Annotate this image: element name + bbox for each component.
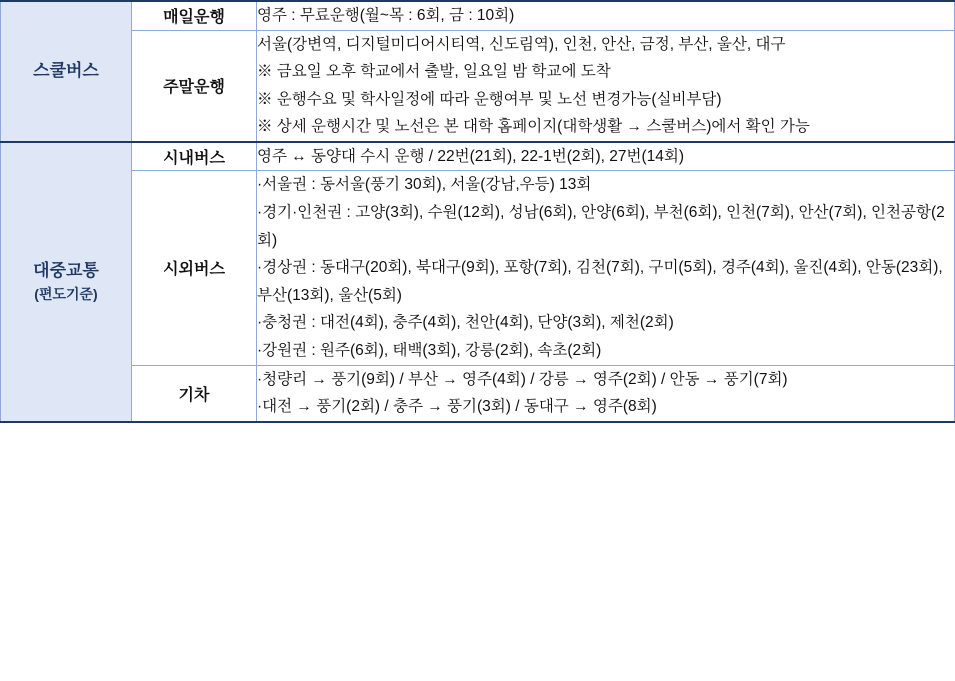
content-line: ·대전 → 풍기(2회) / 충주 → 풍기(3회) / 동대구 → 영주(8회) — [257, 398, 657, 416]
content-line: ·경기·인천권 : 고양(3회), 수원(12회), 성남(6회), 안양(6회), 부천(6회), 인천(7회), 안산(7회), 인천공항(2회) — [257, 204, 945, 249]
row-label-intercitybus: 시외버스 — [132, 171, 257, 365]
row-content-train — [257, 365, 955, 422]
row-label-citybus: 시내버스 — [132, 142, 257, 171]
row-label-train: 기차 — [132, 365, 257, 422]
category-cell-public-transport — [1, 142, 132, 422]
content-line: ※ 금요일 오후 학교에서 출발, 일요일 밤 학교에 도착 — [257, 63, 611, 81]
content-line: 서울(강변역, 디지털미디어시티역, 신도림역), 인천, 안산, 금정, 부산, 울산, 대구 — [257, 35, 786, 53]
content-line: ·강원권 : 원주(6회), 태백(3회), 강릉(2회), 속초(2회) — [257, 341, 602, 359]
content-line: 영주 : 무료운행(월~목 : 6회, 금 : 10회) — [257, 7, 515, 24]
content-line: ·서울권 : 동서울(풍기 30회), 서울(강남,우등) 13회 — [257, 176, 592, 194]
table-row — [1, 365, 955, 422]
content-line: ※ 운행수요 및 학사일정에 따라 운행여부 및 노선 변경가능(실비부담) — [257, 90, 722, 108]
content-line: ·경상권 : 동대구(20회), 북대구(9회), 포항(7회), 김천(7회), 구미(5회), 경주(4회), 울진(4회), 안동(23회), 부산(13회), 울산(5회) — [257, 259, 943, 304]
row-label-daily: 매일운행 — [132, 1, 257, 30]
row-label-weekend: 주말운행 — [132, 30, 257, 142]
row-content-daily — [257, 1, 955, 30]
content-line: 영주 ↔ 동양대 수시 운행 / 22번(21회), 22-1번(2회), 27번(14회) — [257, 147, 685, 165]
category-cell-schoolbus — [1, 1, 132, 142]
row-content-weekend — [257, 30, 955, 142]
content-line: ·청량리 → 풍기(9회) / 부산 → 영주(4회) / 강릉 → 영주(2회) / 안동 → 풍기(7회) — [257, 370, 788, 388]
category-sublabel: (편도기준) — [34, 286, 98, 303]
content-line: ·충청권 : 대전(4회), 충주(4회), 천안(4회), 단양(3회), 제천(2회) — [257, 314, 674, 332]
table-row — [1, 171, 955, 365]
content-line: ※ 상세 운행시간 및 노선은 본 대학 홈페이지(대학생활 → 스쿨버스)에서 확인 가능 — [257, 118, 810, 136]
category-label: 대중교통 — [33, 260, 99, 280]
category-label: 스쿨버스 — [33, 61, 99, 81]
row-content-citybus — [257, 142, 955, 171]
table-row — [1, 142, 955, 171]
table-row — [1, 1, 955, 30]
table-row — [1, 30, 955, 142]
row-content-intercitybus — [257, 171, 955, 365]
